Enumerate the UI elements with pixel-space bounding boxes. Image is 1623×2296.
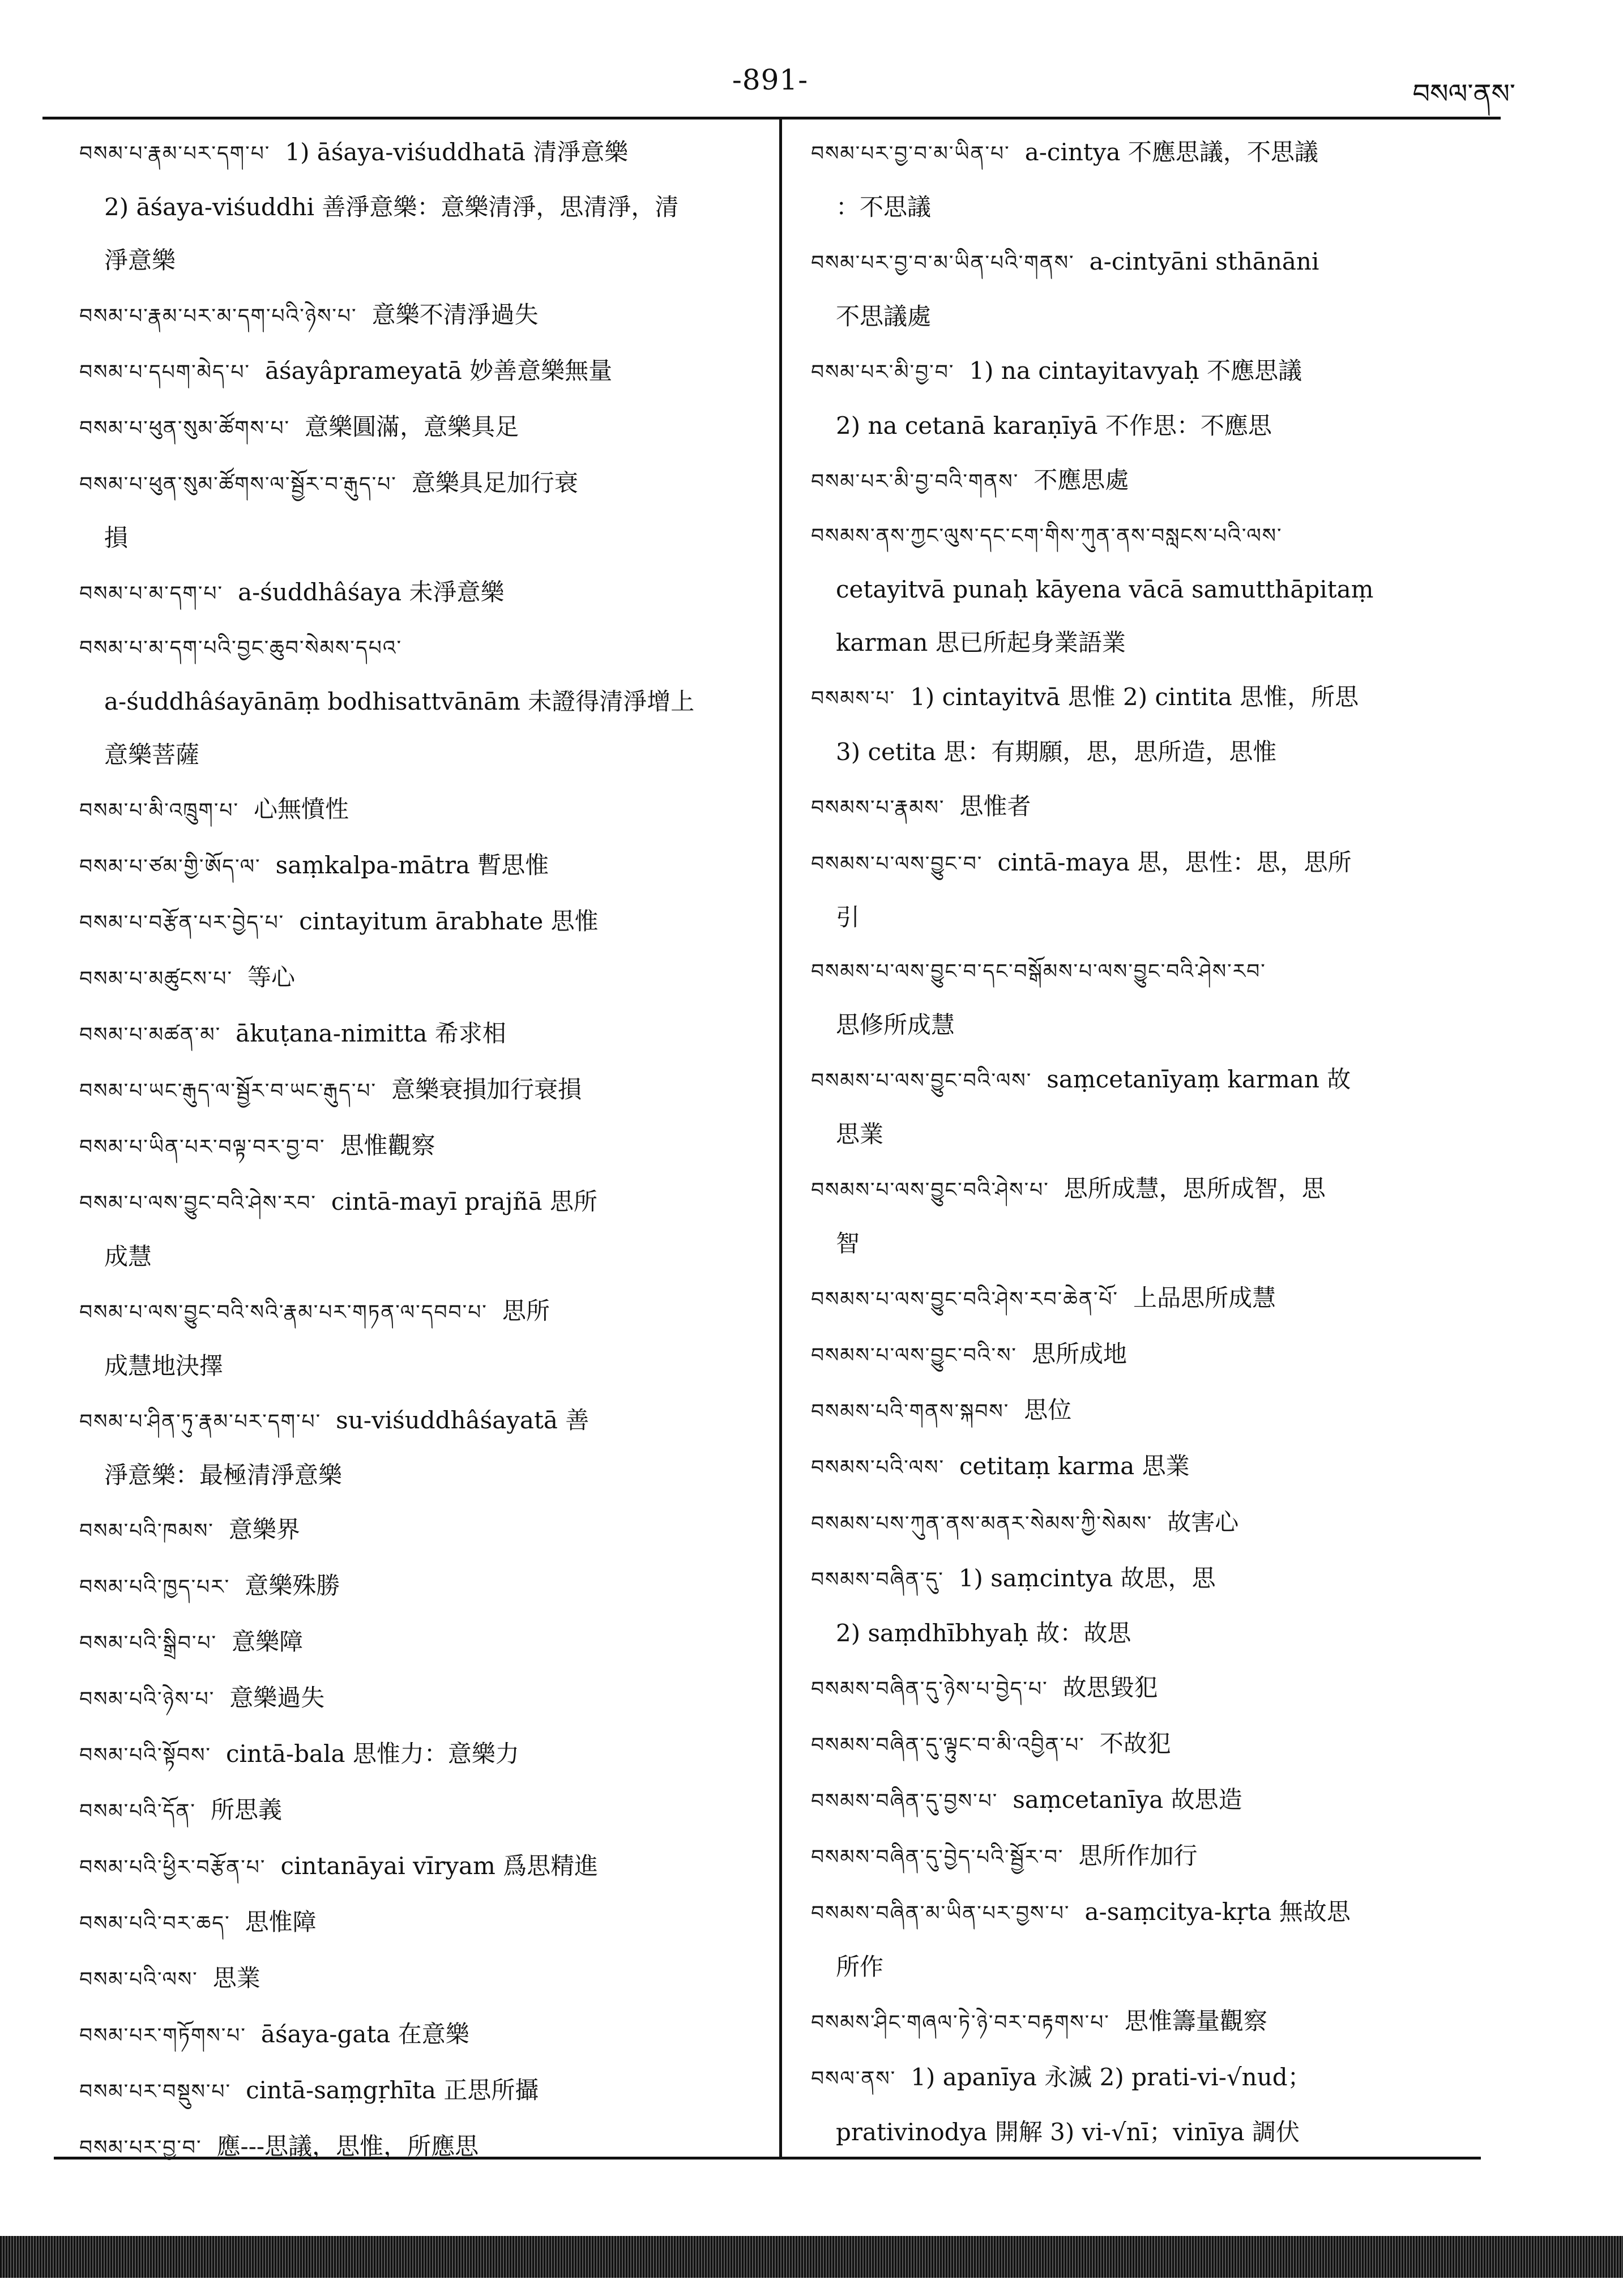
entry-continuation (79, 1339, 753, 1393)
tibetan-headword: བསམ་པ་ཤིན་ཏུ་རྣམ་པར་དག་པ་ (79, 1410, 322, 1433)
entry-line (811, 1496, 1490, 1551)
dictionary-entry (811, 671, 1490, 779)
entry-definition: 意樂殊勝 (245, 1572, 340, 1599)
dictionary-entry (811, 2051, 1490, 2159)
dictionary-entry (811, 1661, 1490, 1716)
entry-definition: 2) āśaya-viśuddhi 善淨意樂：意樂清淨，思清淨，清 (104, 193, 679, 221)
entry-definition: 1) āśaya-viśuddhatā 清淨意樂 (285, 138, 629, 166)
dictionary-entry (811, 1885, 1490, 1994)
entry-definition: 成慧地決擇 (104, 1352, 224, 1380)
entry-definition: cintayitum ārabhate 思惟 (299, 907, 599, 935)
entry-definition: 不應思處 (1033, 466, 1129, 494)
entry-definition: 思惟障 (245, 1908, 317, 1936)
entry-line (79, 1559, 753, 1614)
dictionary-entry (79, 1394, 753, 1502)
dictionary-entry (79, 1952, 753, 2007)
entry-definition: 2) saṃdhībhyaḥ 故：故思 (836, 1619, 1131, 1647)
entry-definition: 思惟觀察 (340, 1132, 435, 1159)
entry-definition: 引 (836, 903, 860, 931)
entry-definition: 思所 (502, 1297, 550, 1325)
tibetan-headword: བསམས་བཞིན་དུ་བྱས་པ་ (811, 1790, 998, 1813)
tibetan-headword: བསམ་པའི་ཁམས་ (79, 1520, 214, 1543)
entry-line (79, 2008, 753, 2063)
entry-line (811, 126, 1490, 181)
entry-line (811, 344, 1490, 399)
tibetan-headword: བསམས་བཞིན་མ་ཡིན་པར་བྱས་པ་ (811, 1902, 1070, 1925)
entry-line (811, 1162, 1490, 1217)
tibetan-headword: བསམ་པར་མི་བྱ་བའི་གནས་ (811, 470, 1019, 493)
right-column (811, 126, 1490, 2160)
entry-continuation (79, 1230, 753, 1283)
entry-line (79, 2064, 753, 2119)
tibetan-headword: བསམ་པར་གཏོགས་པ་ (79, 2024, 246, 2047)
entry-line (79, 622, 753, 675)
entry-definition: 上品思所成慧 (1133, 1284, 1276, 1312)
entry-line (811, 1773, 1490, 1828)
entry-line (811, 1271, 1490, 1326)
entry-definition: 思惟者 (959, 792, 1031, 820)
tibetan-headword: བསམ་པར་བྱ་བ་ (79, 2136, 202, 2160)
scan-edge-band (0, 2236, 1623, 2278)
tibetan-headword: བསམས་པ་ལས་བྱུང་བའི་ཤེས་རབ་ཆེན་པོ་ (811, 1288, 1119, 1311)
entry-line (79, 456, 753, 511)
entry-line (811, 1328, 1490, 1382)
entry-line (79, 1175, 753, 1230)
entry-line (811, 1053, 1490, 1108)
entry-line (811, 671, 1490, 725)
entry-definition: 1) apanīya 永滅 2) prati-vi-√nud； (911, 2063, 1312, 2091)
entry-definition: āśayâprameyatā 妙善意樂無量 (264, 357, 613, 385)
entry-continuation (79, 234, 753, 287)
entry-definition: 意樂界 (228, 1516, 300, 1543)
entry-line (79, 783, 753, 838)
entry-line (811, 836, 1490, 891)
dictionary-entry (79, 288, 753, 343)
entry-definition: 不思議處 (836, 302, 932, 330)
entry-definition: saṃcetanīya 故思造 (1013, 1786, 1242, 1813)
dictionary-entry (79, 1727, 753, 1782)
dictionary-entry (79, 126, 753, 287)
entry-line (79, 2120, 753, 2175)
entry-definition: 1) cintayitvā 思惟 2) cintita 思惟，所思 (910, 683, 1359, 711)
tibetan-headword: བསམ་པ་བརྩོན་པར་བྱེད་པ་ (79, 911, 285, 934)
entry-definition: a-śuddhâśayānāṃ bodhisattvānām 未證得清淨增上 (104, 688, 695, 715)
entry-definition: 應---思議，思惟，所應思 (216, 2132, 479, 2160)
entry-definition: 心無憤性 (254, 795, 349, 823)
tibetan-headword: བསམས་པ་ (811, 687, 896, 710)
running-head: བསལ་ནས་ (1412, 78, 1515, 110)
tibetan-headword: བསམ་པ་མཚུངས་པ་ (79, 967, 233, 991)
tibetan-headword: བསམ་པར་བྱ་བ་མ་ཡིན་པའི་གནས་ (811, 251, 1075, 275)
entry-definition: prativinodya 開解 3) vi-√nī；vinīya 調伏 (836, 2118, 1300, 2146)
entry-continuation (79, 675, 753, 728)
entry-continuation (811, 2106, 1490, 2159)
entry-line (79, 1284, 753, 1339)
tibetan-headword: བསམས་ནས་ཀྱང་ལུས་དང་ངག་གིས་ཀུན་ནས་བསླངས་པའི་ལས་ (811, 524, 1283, 548)
entry-definition: 損 (104, 524, 129, 552)
dictionary-entry (811, 126, 1490, 234)
entry-line (79, 1727, 753, 1782)
entry-definition: 思業 (212, 1964, 260, 1992)
dictionary-entry (79, 622, 753, 782)
entry-definition: su-viśuddhâśayatā 善 (336, 1406, 590, 1434)
tibetan-headword: བསམ་པ་རྣམ་པར་དག་པ་ (79, 142, 271, 165)
entry-line (79, 1671, 753, 1726)
entry-line (79, 1503, 753, 1558)
entry-continuation (811, 181, 1490, 234)
entry-definition: cetitaṃ karma 思業 (959, 1452, 1190, 1480)
entry-line (79, 1840, 753, 1894)
entry-line (811, 1384, 1490, 1439)
tibetan-headword: བསམས་བཞིན་དུ་ཉེས་པ་བྱེད་པ་ (811, 1678, 1048, 1701)
entry-definition: 思位 (1024, 1396, 1072, 1424)
tibetan-headword: བསམས་པ་ལས་བྱུང་བའི་ས་ (811, 1344, 1017, 1367)
tibetan-headword: བསམས་པའི་གནས་སྐབས་ (811, 1400, 1010, 1423)
dictionary-entry (79, 2064, 753, 2119)
entry-definition: 思所作加行 (1078, 1842, 1198, 1870)
entry-continuation (79, 1449, 753, 1502)
dictionary-entry (811, 1053, 1490, 1161)
entry-line (811, 1552, 1490, 1607)
tibetan-headword: བསམ་པ་ལས་བྱུང་བའི་སའི་རྣམ་པར་གཏན་ལ་དབབ་པ་ (79, 1301, 488, 1324)
entry-continuation (811, 563, 1490, 616)
entry-line (79, 344, 753, 399)
tibetan-headword: བསམ་པ་རྣམ་པར་མ་དག་པའི་ཉེས་པ་ (79, 305, 357, 328)
entry-definition: a-cintya 不應思議，不思議 (1024, 138, 1318, 166)
entry-continuation (811, 1607, 1490, 1660)
entry-definition: 所思義 (210, 1796, 282, 1824)
entry-definition: cintanāyai vīryam 爲思精進 (280, 1852, 599, 1880)
dictionary-entry (79, 1840, 753, 1894)
tibetan-headword: བསམ་པ་མི་འཁྲུག་པ་ (79, 799, 240, 822)
tibetan-headword: བསམས་པས་ཀུན་ནས་མནར་སེམས་ཀྱི་སེམས་ (811, 1512, 1153, 1535)
tibetan-headword: བསམས་བཞིན་དུ་བྱེད་པའི་སྦྱོར་བ་ (811, 1846, 1064, 1869)
entry-definition: a-śuddhâśaya 未淨意樂 (238, 578, 505, 606)
dictionary-entry (811, 1717, 1490, 1772)
dictionary-entry (79, 456, 753, 565)
dictionary-entry (811, 780, 1490, 835)
entry-definition: cintā-maya 思，思性：思，思所 (997, 848, 1352, 876)
dictionary-entry (79, 2008, 753, 2063)
tibetan-headword: བསམ་པའི་སྒྲིབ་པ་ (79, 1632, 217, 1655)
tibetan-headword: བསམས་པ་ལས་བྱུང་བ་དང་བསྒོམས་པ་ལས་བྱུང་བའི་ཤེས་རབ་ (811, 960, 1266, 983)
entry-line (79, 951, 753, 1006)
dictionary-entry (811, 1162, 1490, 1270)
dictionary-entry (811, 1995, 1490, 2050)
tibetan-headword: བསམ་པ་ཙམ་གྱི་ཨོད་ལ་ (79, 855, 261, 878)
entry-definition: 意樂圓滿，意樂具足 (305, 413, 519, 441)
entry-line (811, 1885, 1490, 1940)
entry-line (811, 780, 1490, 835)
entry-definition: 故害心 (1167, 1508, 1239, 1536)
entry-definition: 思所成地 (1031, 1340, 1127, 1368)
entry-definition: 不故犯 (1099, 1730, 1171, 1757)
entry-continuation (811, 399, 1490, 453)
dictionary-entry (811, 1829, 1490, 1884)
entry-definition: cintā-saṃgṛhīta 正思所攝 (246, 2076, 539, 2104)
entry-line (811, 1440, 1490, 1495)
entry-continuation (811, 1108, 1490, 1161)
page-number: -891- (732, 63, 809, 96)
entry-line (79, 895, 753, 950)
entry-line (811, 2051, 1490, 2106)
tibetan-headword: བསམ་པ་ལས་བྱུང་བའི་ཤེས་རབ་ (79, 1192, 317, 1215)
dictionary-entry (79, 566, 753, 621)
tibetan-headword: བསམ་པ་མཚན་མ་ (79, 1023, 221, 1047)
dictionary-entry (811, 1328, 1490, 1382)
entry-definition: 等心 (247, 963, 296, 991)
entry-definition: 3) cetita 思：有期願，思，思所造，思惟 (836, 738, 1277, 766)
tibetan-headword: བསལ་ནས་ (811, 2067, 896, 2090)
entry-definition: cintā-bala 思惟力：意樂力 (225, 1740, 519, 1768)
entry-definition: 淨意樂 (104, 246, 176, 274)
tibetan-headword: བསམ་པའི་ཉེས་པ་ (79, 1688, 215, 1711)
entry-definition: cintā-mayī prajñā 思所 (331, 1188, 597, 1215)
entry-line (79, 1119, 753, 1174)
entry-definition: 意樂不清淨過失 (371, 301, 539, 328)
dictionary-entry (79, 2120, 753, 2175)
entry-line (811, 235, 1490, 290)
dictionary-entry (811, 1773, 1490, 1828)
entry-line (79, 1615, 753, 1670)
entry-definition: 2) na cetanā karaṇīyā 不作思：不應思 (836, 412, 1272, 439)
entry-line (79, 400, 753, 455)
dictionary-entry (79, 1896, 753, 1951)
entry-line (79, 1394, 753, 1449)
entry-line (79, 126, 753, 181)
dictionary-entry (811, 1496, 1490, 1551)
entry-line (79, 1952, 753, 2007)
dictionary-entry (79, 1783, 753, 1838)
entry-definition: a-saṃcitya-kṛta 無故思 (1084, 1898, 1351, 1926)
dictionary-entry (79, 344, 753, 399)
entry-definition: 思業 (836, 1120, 884, 1148)
dictionary-entry (811, 235, 1490, 343)
entry-definition: 思所成慧，思所成智，思 (1064, 1175, 1326, 1202)
entry-definition: a-cintyāni sthānāni (1089, 247, 1319, 275)
dictionary-entry (811, 836, 1490, 944)
entry-definition: 意樂菩薩 (104, 741, 200, 769)
entry-definition: ：不思議 (836, 193, 932, 221)
tibetan-headword: བསམ་པ་ཕུན་སུམ་ཚོགས་པ་ (79, 417, 291, 440)
dictionary-entry (811, 1384, 1490, 1439)
tibetan-headword: བསམ་པ་མ་དག་པ་ (79, 582, 224, 605)
entry-definition: saṃkalpa-mātra 暫思惟 (275, 851, 549, 879)
tibetan-headword: བསམ་པར་བྱ་བ་མ་ཡིན་པ་ (811, 142, 1010, 165)
tibetan-headword: བསམས་པ་ལས་བྱུང་བ་ (811, 852, 983, 876)
entry-definition: karman 思已所起身業語業 (836, 629, 1126, 656)
entry-line (79, 1063, 753, 1118)
entry-definition: āśaya-gata 在意樂 (260, 2020, 469, 2048)
entry-definition: 所作 (836, 1953, 884, 1981)
entry-definition: 成慧 (104, 1243, 152, 1270)
column-divider (779, 117, 782, 2158)
entry-continuation (79, 728, 753, 782)
entry-definition: 意樂衰損加行衰損 (391, 1076, 582, 1103)
dictionary-entry (79, 783, 753, 838)
tibetan-headword: བསམས་བཞིན་དུ་ལྟུང་བ་མི་འབྱིན་པ་ (811, 1734, 1085, 1757)
tibetan-headword: བསམ་པའི་ལས་ (79, 1968, 198, 1991)
entry-definition: 淨意樂：最極清淨意樂 (104, 1461, 343, 1489)
tibetan-headword: བསམ་པ་མ་དག་པའི་བྱང་ཆུབ་སེམས་དཔའ་ (79, 637, 403, 660)
entry-line (811, 510, 1490, 563)
tibetan-headword: བསམ་པའི་དོན་ (79, 1800, 196, 1823)
entry-line (79, 566, 753, 621)
dictionary-entry (79, 400, 753, 455)
dictionary-entry (811, 1271, 1490, 1326)
entry-line (811, 454, 1490, 509)
entry-continuation (811, 616, 1490, 669)
entry-line (811, 1829, 1490, 1884)
entry-definition: saṃcetanīyaṃ karman 故 (1047, 1065, 1351, 1093)
dictionary-entry (811, 1552, 1490, 1660)
dictionary-entry (79, 1119, 753, 1174)
entry-definition: ākuṭana-nimitta 希求相 (236, 1019, 506, 1047)
entry-definition: 意樂過失 (229, 1684, 325, 1712)
entry-definition: cetayitvā punaḥ kāyena vācā samutthāpitaṃ (836, 575, 1374, 603)
dictionary-entry (79, 895, 753, 950)
dictionary-entry (79, 1503, 753, 1558)
entry-line (811, 1717, 1490, 1772)
dictionary-entry (79, 951, 753, 1006)
entry-line (79, 288, 753, 343)
left-column (79, 126, 753, 2176)
tibetan-headword: བསམས་པ་ལས་བྱུང་བའི་ལས་ (811, 1069, 1032, 1092)
tibetan-headword: བསམས་བཞིན་དུ་ (811, 1568, 944, 1591)
tibetan-headword: བསམ་པའི་ཕྱིར་བརྩོན་པ་ (79, 1856, 266, 1879)
dictionary-entry (811, 344, 1490, 453)
top-rule (42, 117, 1501, 120)
entry-line (79, 1007, 753, 1062)
tibetan-headword: བསམ་པ་དཔག་མེད་པ་ (79, 361, 250, 384)
dictionary-entry (79, 1615, 753, 1670)
entry-continuation (811, 725, 1490, 779)
dictionary-entry (79, 1007, 753, 1062)
dictionary-entry (79, 1175, 753, 1283)
entry-continuation (811, 1217, 1490, 1270)
dictionary-entry (79, 1284, 753, 1393)
tibetan-headword: བསམ་པ་ཕུན་སུམ་ཚོགས་ལ་སྦྱོར་བ་རྒུད་པ་ (79, 473, 397, 496)
entry-definition: 智 (836, 1230, 860, 1257)
entry-line (811, 1661, 1490, 1716)
entry-continuation (811, 1940, 1490, 1994)
entry-definition: 故思毀犯 (1062, 1674, 1158, 1701)
entry-continuation (79, 511, 753, 565)
dictionary-entry (811, 945, 1490, 1052)
dictionary-entry (79, 1559, 753, 1614)
entry-line (811, 945, 1490, 998)
tibetan-headword: བསམས་པ་ལས་བྱུང་བའི་ཤེས་པ་ (811, 1179, 1049, 1202)
dictionary-entry (811, 510, 1490, 669)
entry-definition: 1) saṃcintya 故思，思 (958, 1564, 1216, 1592)
tibetan-headword: བསམ་པ་ཡིན་པར་བལྟ་བར་བྱ་བ་ (79, 1136, 326, 1159)
dictionary-entry (79, 1671, 753, 1726)
entry-continuation (811, 998, 1490, 1052)
dictionary-entry (811, 1440, 1490, 1495)
tibetan-headword: བསམ་པ་ཡང་རྒུད་ལ་སྦྱོར་བ་ཡང་རྒུད་པ་ (79, 1079, 377, 1103)
entry-line (79, 1783, 753, 1838)
tibetan-headword: བསམས་པ་རྣམས་ (811, 796, 945, 820)
tibetan-headword: བསམས་ཤིང་གཞལ་ཏེ་ཉེ་བར་བརྟགས་པ་ (811, 2011, 1110, 2034)
dictionary-entry (79, 839, 753, 894)
entry-definition: 思惟籌量觀察 (1124, 2007, 1267, 2035)
entry-continuation (79, 181, 753, 234)
tibetan-headword: བསམས་པའི་ལས་ (811, 1456, 945, 1479)
tibetan-headword: བསམ་པའི་བར་ཆད་ (79, 1912, 230, 1935)
tibetan-headword: བསམ་པར་བསྡུས་པ་ (79, 2080, 232, 2103)
entry-definition: 意樂障 (232, 1628, 304, 1655)
entry-line (811, 1995, 1490, 2050)
entry-line (79, 1896, 753, 1951)
entry-line (79, 839, 753, 894)
entry-continuation (811, 290, 1490, 343)
entry-continuation (811, 891, 1490, 944)
entry-definition: 思修所成慧 (836, 1011, 955, 1039)
tibetan-headword: བསམ་པར་མི་བྱ་བ་ (811, 361, 955, 384)
entry-definition: 意樂具足加行衰 (411, 469, 578, 497)
dictionary-entry (811, 454, 1490, 509)
entry-definition: 1) na cintayitavyaḥ 不應思議 (969, 357, 1302, 385)
dictionary-entry (79, 1063, 753, 1118)
tibetan-headword: བསམ་པའི་ཁྱད་པར་ (79, 1576, 230, 1599)
tibetan-headword: བསམ་པའི་སྟོབས་ (79, 1744, 211, 1767)
